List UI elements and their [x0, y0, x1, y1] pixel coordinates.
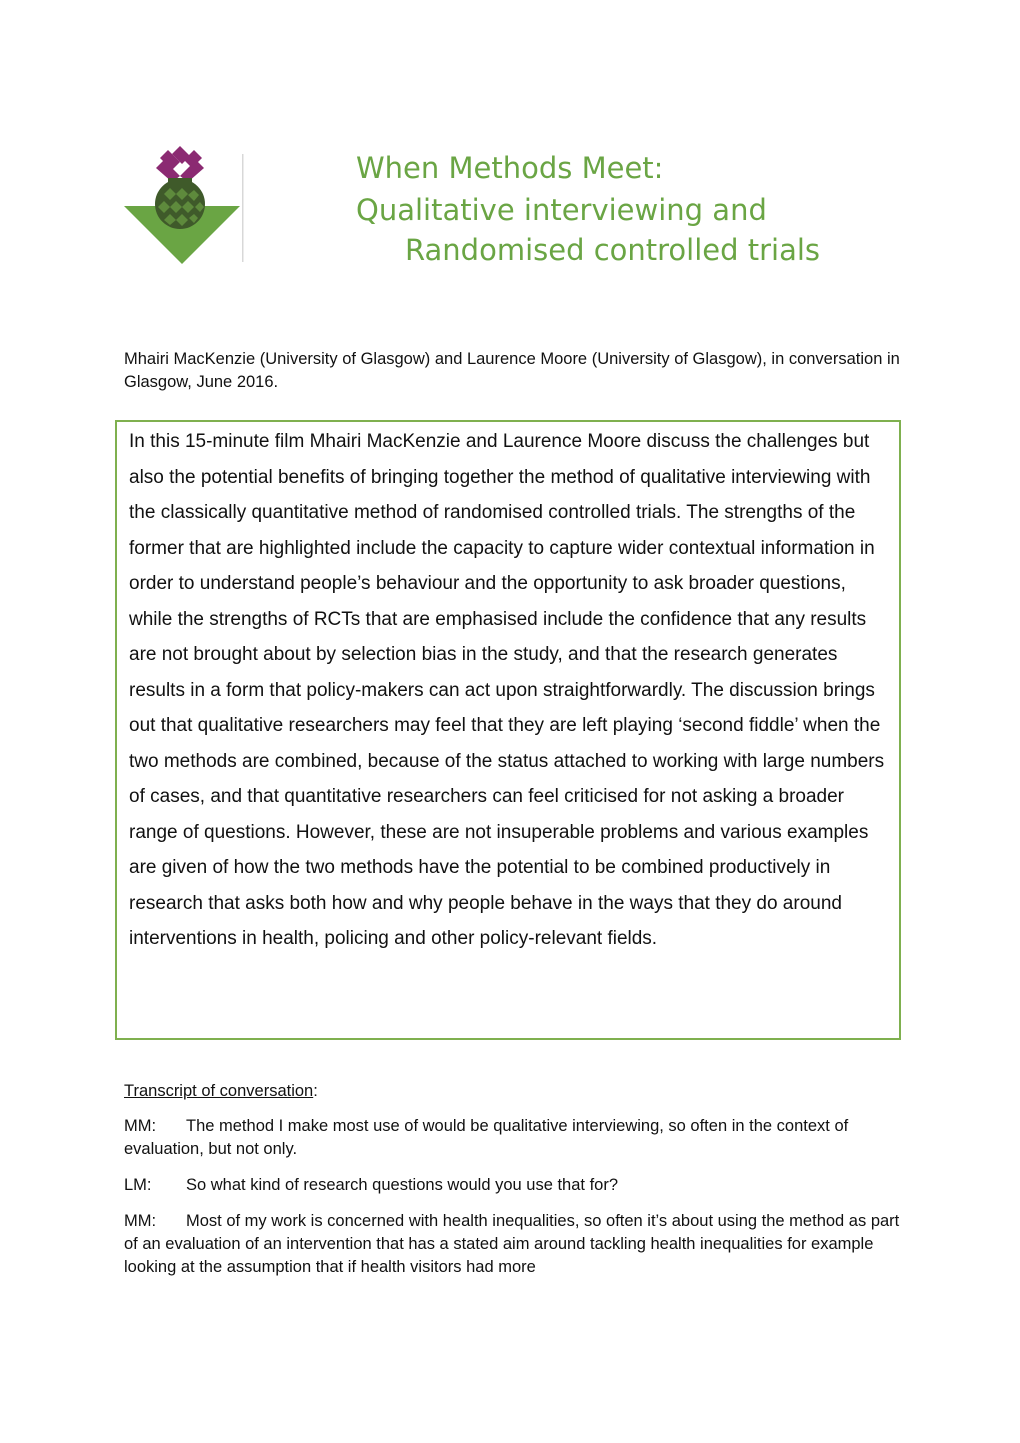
- transcript: [124, 1080, 914, 1292]
- summary-text: In this 15-minute film Mhairi MacKenzie and Laurence Moore discuss the challenges but also the potential benefits of bringing together the method of qualitative interviewing with the classically quantitative method of randomised controlled trials. The strengths of the former that are highlighted include the capacity to capture wider contextual information in order to understand people’s behaviour and the opportunity to ask broader questions, while the strengths of RCTs that are emphasised include the confidence that any results are not brought about by selection bias in the study, and that the research generates results in a form that policy-makers can act upon straightforwardly. The discussion brings out that qualitative researchers may feel that they are left playing ‘second fiddle’ when the two methods are combined, because of the status attached to working with large numbers of cases, and that quantitative researchers can feel criticised for not asking a broader range of questions. However, these are not insuperable problems and various examples are given of how the two methods have the potential to be combined productively in research that asks both how and why people behave in the ways that they do around interventions in health, policing and other policy-relevant fields.: [129, 431, 885, 949]
- turn-text: The method I make most use of would be qualitative interviewing, so often in the context of evaluation, but not only.: [124, 1117, 849, 1158]
- title-line-2: Qualitative interviewing and: [356, 193, 767, 227]
- byline: Mhairi MacKenzie (University of Glasgow) and Laurence Moore (University of Glasgow), in conversation in Glasgow, June 2016.: [124, 350, 900, 391]
- thistle-logo: [120, 146, 248, 268]
- title-line-1: When Methods Meet:: [356, 151, 664, 185]
- transcript-heading-colon: :: [313, 1082, 318, 1100]
- speaker-label: LM:: [124, 1176, 152, 1194]
- transcript-turn: [124, 1115, 914, 1161]
- document-title: [356, 148, 820, 270]
- summary-box: [115, 420, 901, 1040]
- turn-text: So what kind of research questions would you use that for?: [186, 1176, 619, 1194]
- speaker-label: MM:: [124, 1212, 157, 1230]
- transcript-heading-label: Transcript of conversation: [124, 1082, 314, 1100]
- title-line-3: Randomised controlled trials: [405, 233, 821, 267]
- transcript-heading: [124, 1080, 914, 1103]
- transcript-turn: [124, 1174, 914, 1197]
- turn-text: Most of my work is concerned with health inequalities, so often it’s about using the method as part of an evaluation of an intervention that has a stated aim around tackling health inequalities for example looking at the assumption that if health visitors had more: [124, 1212, 900, 1276]
- speaker-label: MM:: [124, 1117, 157, 1135]
- transcript-turn: [124, 1210, 914, 1279]
